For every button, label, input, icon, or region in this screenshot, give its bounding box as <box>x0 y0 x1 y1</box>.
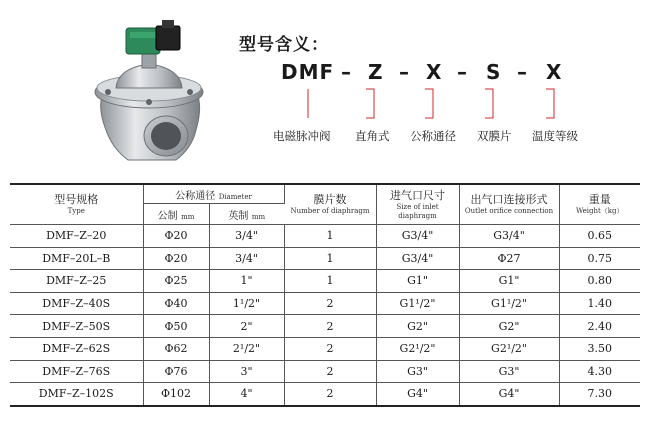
label-double-diaphragm: 双膜片 <box>477 129 512 143</box>
label-nominal-diameter: 公称通径 <box>410 129 456 143</box>
cell-imperial: 3/4" <box>209 225 284 248</box>
cell-metric: Φ25 <box>143 270 209 293</box>
cell-imperial: 3/4" <box>209 247 284 270</box>
cell-metric: Φ40 <box>143 292 209 315</box>
cell-weight: 0.75 <box>559 247 640 270</box>
header-inlet: 进气口尺寸 Size of inlet diaphragm <box>376 184 459 225</box>
code-dash: – <box>457 60 468 84</box>
cell-inlet: G3/4" <box>376 225 459 248</box>
cell-metric: Φ62 <box>143 337 209 360</box>
cell-imperial: 1" <box>209 270 284 293</box>
cell-outlet: G2¹/2" <box>459 337 559 360</box>
valve-photo <box>88 18 210 170</box>
cell-metric: Φ20 <box>143 225 209 248</box>
cell-inlet: G2" <box>376 315 459 338</box>
cell-diaphragm: 2 <box>284 360 376 383</box>
label-right-angle: 直角式 <box>355 129 390 143</box>
cell-outlet: G3" <box>459 360 559 383</box>
cell-weight: 0.80 <box>559 270 640 293</box>
cell-imperial: 1¹/2" <box>209 292 284 315</box>
cell-outlet: G1¹/2" <box>459 292 559 315</box>
code-dash: – <box>341 60 352 84</box>
cell-type: DMF–Z–50S <box>10 315 143 338</box>
connector-z <box>366 89 374 118</box>
header-imperial: 英制 mm <box>209 204 284 225</box>
cell-diaphragm: 2 <box>284 292 376 315</box>
cell-imperial: 3" <box>209 360 284 383</box>
connector-s <box>485 89 493 118</box>
model-code-title: 型号含义： <box>239 35 329 55</box>
cell-diaphragm: 1 <box>284 225 376 248</box>
cell-type: DMF–Z–20 <box>10 225 143 248</box>
table-row <box>10 225 640 248</box>
cell-type: DMF–Z–102S <box>10 383 143 406</box>
label-temperature-grade: 温度等级 <box>532 129 578 143</box>
cell-metric: Φ76 <box>143 360 209 383</box>
cell-inlet: G4" <box>376 383 459 406</box>
connector-x <box>425 89 433 118</box>
table-row <box>10 247 640 270</box>
cell-type: DMF–Z–25 <box>10 270 143 293</box>
code-dash: – <box>399 60 410 84</box>
cell-type: DMF–Z–76S <box>10 360 143 383</box>
cell-imperial: 2" <box>209 315 284 338</box>
cell-metric: Φ102 <box>143 383 209 406</box>
code-prefix: DMF <box>281 60 335 84</box>
label-solenoid-valve: 电磁脉冲阀 <box>273 129 331 143</box>
header-outlet: 出气口连接形式 Outlet orifice connection <box>459 184 559 225</box>
spec-table <box>10 183 640 407</box>
cell-type: DMF–Z–62S <box>10 337 143 360</box>
cell-metric: Φ50 <box>143 315 209 338</box>
cell-weight: 3.50 <box>559 337 640 360</box>
cell-outlet: G4" <box>459 383 559 406</box>
cell-outlet: G1" <box>459 270 559 293</box>
code-z: Z <box>368 60 384 84</box>
table-row <box>10 292 640 315</box>
table-row <box>10 360 640 383</box>
connector-temperature <box>546 89 554 118</box>
cell-type: DMF–20L–B <box>10 247 143 270</box>
cell-inlet: G3/4" <box>376 247 459 270</box>
code-s: S <box>486 60 502 84</box>
cell-inlet: G3" <box>376 360 459 383</box>
cell-imperial: 2¹/2" <box>209 337 284 360</box>
cell-diaphragm: 2 <box>284 337 376 360</box>
header-metric: 公制 mm <box>143 204 209 225</box>
cell-diaphragm: 2 <box>284 383 376 406</box>
cell-weight: 7.30 <box>559 383 640 406</box>
table-row <box>10 315 640 338</box>
cell-diaphragm: 2 <box>284 315 376 338</box>
cell-weight: 2.40 <box>559 315 640 338</box>
header-weight: 重量 Weight（kg） <box>559 184 640 225</box>
cell-outlet: G3/4" <box>459 225 559 248</box>
cell-inlet: G1¹/2" <box>376 292 459 315</box>
code-dash: – <box>517 60 528 84</box>
cell-outlet: G2" <box>459 315 559 338</box>
table-row <box>10 337 640 360</box>
cell-diaphragm: 1 <box>284 270 376 293</box>
table-row <box>10 270 640 293</box>
code-x: X <box>426 60 443 84</box>
cell-weight: 4.30 <box>559 360 640 383</box>
cell-weight: 1.40 <box>559 292 640 315</box>
cell-type: DMF–Z–40S <box>10 292 143 315</box>
code-x-temperature: X <box>546 60 563 84</box>
cell-inlet: G2¹/2" <box>376 337 459 360</box>
cell-imperial: 4" <box>209 383 284 406</box>
header-diameter: 公称通径 Diameter <box>143 184 284 204</box>
cell-outlet: Φ27 <box>459 247 559 270</box>
cell-inlet: G1" <box>376 270 459 293</box>
header-type: 型号规格 Type <box>10 184 143 225</box>
cell-weight: 0.65 <box>559 225 640 248</box>
header-diaphragm: 膜片数 Number of diaphragm <box>284 184 376 225</box>
cell-diaphragm: 1 <box>284 247 376 270</box>
table-row <box>10 383 640 406</box>
cell-metric: Φ20 <box>143 247 209 270</box>
